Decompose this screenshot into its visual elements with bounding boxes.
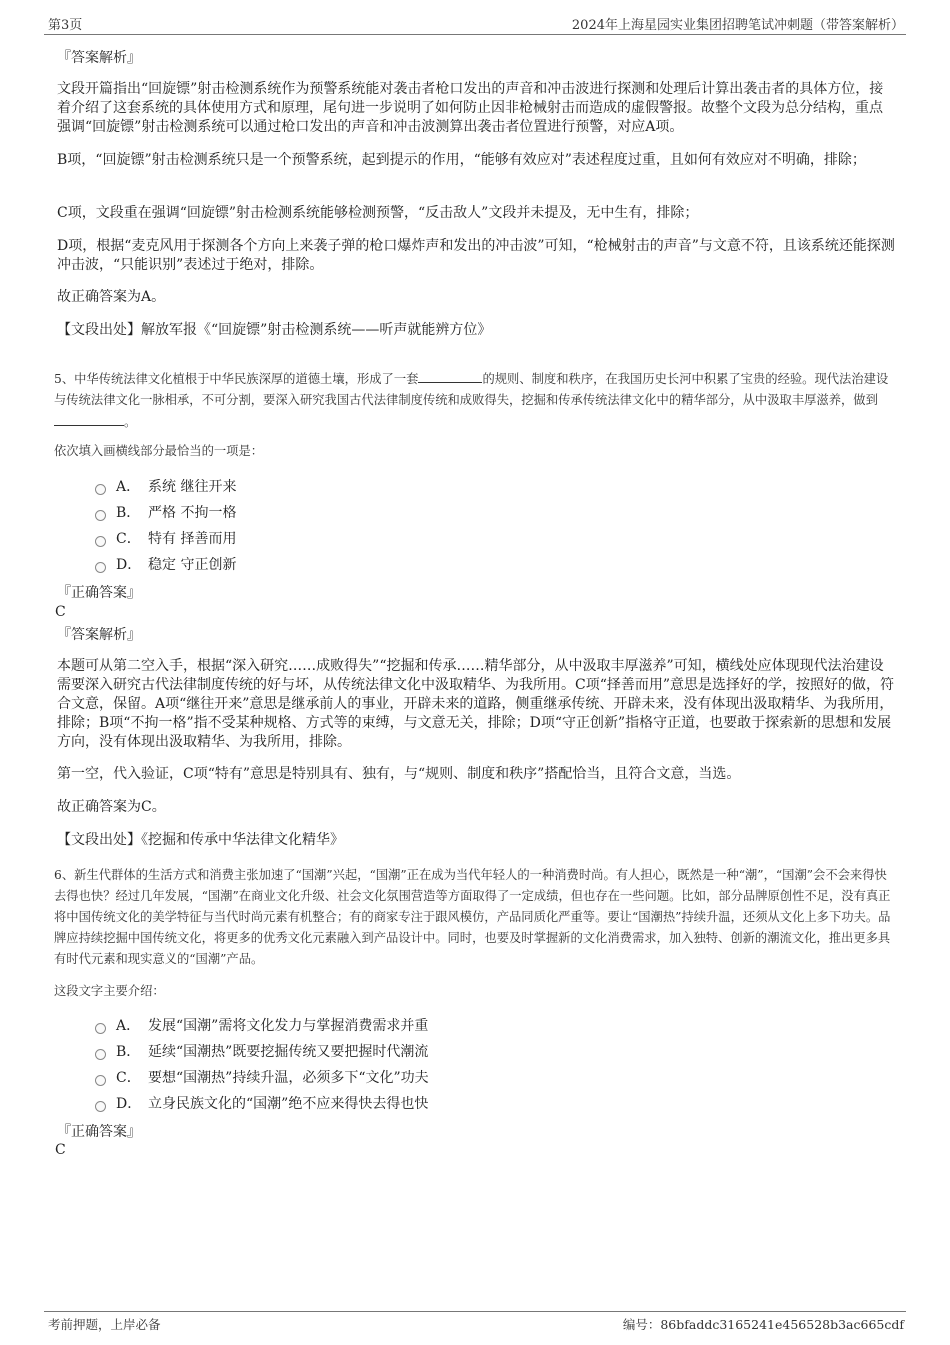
option-a[interactable]: A． 发展“国潮”需将文化发力与掌握消费需求并重: [95, 1015, 428, 1037]
page-number: 第3页: [48, 18, 83, 33]
analysis-paragraph: 文段开篇指出“回旋镖”射击检测系统作为预警系统能对袭击者枪口发出的声音和冲击波进行探测和处理后计算出袭击者的具体方位，接着介绍了这套系统的具体使用方式和原理，尾句进一步说明了如何防止因非枪械射击而造成的虚假警报。故整个文段为总分结构，重点强调“回旋镖”射击检测系统可以通过枪口发出的声音和冲击波测算出袭击者位置进行预警，对应A项。: [57, 81, 884, 135]
radio-icon[interactable]: [95, 1075, 106, 1086]
analysis-paragraph: 本题可从第二空入手，根据“深入研究……成败得失”“挖掘和传承……精华部分，从中汲取丰厚滋养”可知，横线处应体现现代法治建设需要深入研究古代法律制度传统的好与坏，从传统法律文化中汲取精华、为我所用。C项“择善而用”意思是选择好的学，按照好的做，符合文意，保留。A项“继往开来”意思是继承前人的事业，开辟未来的道路，侧重继承传统、开辟未来，没有体现出汲取精华、为我所用，排除；B项“不拘一格”指不受某种规格、方式等的束缚，与文意无关，排除；D项“守正创新”指格守正道，也要敢于探索新的思想和发展方向，没有体现出汲取精华、为我所用，排除。: [57, 658, 895, 750]
option-b[interactable]: B． 延续“国潮热”既要挖掘传统又要把握时代潮流: [95, 1041, 428, 1063]
document-code: 编号：86bfaddc3165241e456528b3ac665cdf: [622, 1317, 904, 1332]
analysis-paragraph: 第一空，代入验证，C项“特有”意思是特别具有、独有，与“规则、制度和秩序”搭配恰当，且符合文意，当选。: [57, 766, 741, 782]
correct-answer-label: 『正确答案』: [57, 1124, 141, 1140]
page-header: [44, 14, 906, 35]
radio-icon[interactable]: [95, 1023, 106, 1034]
analysis-label: 『答案解析』: [57, 50, 141, 66]
correct-answer-value: C: [55, 1142, 66, 1158]
analysis-paragraph: B项，“回旋镖”射击检测系统只是一个预警系统，起到提示的作用，“能够有效应对”表述程度过重，且如何有效应对不明确，排除；: [57, 152, 866, 168]
page-footer: [44, 1311, 906, 1334]
analysis-paragraph: D项，根据“麦克风用于探测各个方向上来袭子弹的枪口爆炸声和发出的冲击波”可知，“枪械射击的声音”与文意不符，且该系统还能探测冲击波，“只能识别”表述过于绝对，排除。: [57, 238, 895, 273]
analysis-paragraph: C项，文段重在强调“回旋镖”射击检测系统能够检测预警，“反击敌人”文段并未提及，无中生有，排除；: [57, 205, 699, 221]
option-d[interactable]: D． 稳定 守正创新: [95, 554, 236, 576]
radio-icon[interactable]: [95, 536, 106, 547]
answer-conclusion: 故正确答案为A。: [57, 289, 166, 305]
radio-icon[interactable]: [95, 1049, 106, 1060]
question-prompt: 依次填入画横线部分最恰当的一项是：: [54, 444, 264, 458]
question-stem: 5、中华传统法律文化植根于中华民族深厚的道德土壤，形成了一套 的规则、制度和秩序，在我国历史长河中积累了宝贵的经验。现代法治建设与传统法律文化一脉相承，不可分割，要深入研究我国古代法律制度传统和成败得失，挖掘和传承传统法律文化中的精华部分，从中汲取丰厚滋养，做到。: [54, 368, 896, 433]
fill-blank: [54, 411, 124, 426]
radio-icon[interactable]: [95, 484, 106, 495]
radio-icon[interactable]: [95, 510, 106, 521]
document-title: 2024年上海星园实业集团招聘笔试冲刺题（带答案解析）: [571, 18, 904, 33]
option-b[interactable]: B． 严格 不拘一格: [95, 502, 236, 524]
source-citation: 【文段出处】《挖掘和传承中华法律文化精华》: [57, 832, 344, 848]
radio-icon[interactable]: [95, 1101, 106, 1112]
fill-blank: [418, 368, 482, 383]
answer-conclusion: 故正确答案为C。: [57, 799, 166, 815]
option-d[interactable]: D． 立身民族文化的“国潮”绝不应来得快去得也快: [95, 1093, 428, 1115]
question-stem: 6、新生代群体的生活方式和消费主张加速了“国潮”兴起，“国潮”正在成为当代年轻人的一种消费时尚。有人担心，既然是一种“潮”，“国潮”会不会来得快去得也快？经过几年发展，“国潮”在商业文化升级、社会文化氛围营造等方面取得了一定成绩，但也存在一些问题。比如，部分品牌原创性不足，没有真正将中国传统文化的美学特征与当代时尚元素有机整合；有的商家专注于跟风模仿，产品同质化严重等。要让“国潮热”持续升温，还须从文化上多下功夫。品牌应持续挖掘中国传统文化，将更多的优秀文化元素融入到产品设计中。同时，也要及时掌握新的文化消费需求，加入独特、创新的潮流文化，推出更多具有时代元素和现实意义的“国潮”产品。: [54, 868, 891, 966]
question-prompt: 这段文字主要介绍：: [54, 984, 165, 998]
correct-answer-label: 『正确答案』: [57, 585, 141, 601]
correct-answer-value: C: [55, 604, 66, 620]
option-c[interactable]: C． 特有 择善而用: [95, 528, 236, 550]
option-a[interactable]: A． 系统 继往开来: [95, 476, 236, 498]
footer-slogan: 考前押题，上岸必备: [48, 1317, 161, 1332]
radio-icon[interactable]: [95, 562, 106, 573]
option-c[interactable]: C． 要想“国潮热”持续升温，必须多下“文化”功夫: [95, 1067, 429, 1089]
source-citation: 【文段出处】解放军报《“回旋镖”射击检测系统——听声就能辨方位》: [57, 322, 492, 338]
analysis-label: 『答案解析』: [57, 627, 141, 643]
